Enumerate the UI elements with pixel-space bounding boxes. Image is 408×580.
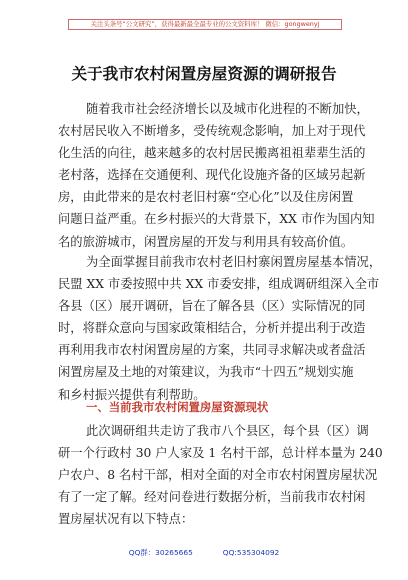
- footer-qq-group: QQ群：30265665: [128, 548, 193, 557]
- paragraph-purpose: [58, 251, 382, 406]
- paragraph-line: 老村落，选择在交通便利、现代化设施齐备的区域另起新: [58, 168, 366, 183]
- paragraph-line: 名的旅游城市，闲置房屋的开发与利用具有较高价值。: [58, 234, 354, 249]
- section-heading: 一、当前我市农村闲置房屋资源现状: [86, 400, 269, 414]
- paragraph-line: 再利用我市农村闲置房屋的方案，共同寻求解决或者盘活: [58, 343, 366, 358]
- paragraph-line: 房，由此带来的是农村老旧村寨“空心化”以及住房闲置: [58, 190, 354, 205]
- paragraph-line: 置房屋状况有以下特点：: [58, 512, 194, 527]
- page-footer: [0, 547, 408, 558]
- paragraph-line: 民盟 XX 市委按照中共 XX 市委安排，组成调研组深入全市: [58, 277, 380, 292]
- paragraph-line: 此次调研组共走访了我市八个县区，每个县（区）调: [86, 424, 369, 438]
- paragraph-line: 化生活的向往，越来越多的农村居民搬离祖祖辈辈生活的: [58, 146, 366, 161]
- paragraph-line: 为全面掌握目前我市农村老旧村寨闲置房屋基本情况，: [86, 255, 382, 269]
- paragraph-line: 有了一定了解。经对问卷进行数据分析，当前我市农村闲: [58, 490, 366, 505]
- paragraph-line: 各县（区）展开调研，旨在了解各县（区）实际情况的同: [58, 299, 366, 314]
- document-title: 关于我市农村闲置房屋资源的调研报告: [71, 65, 337, 83]
- paragraph-survey: [58, 420, 383, 530]
- paragraph-line: 户农户、8 名村干部，相对全面的对全市农村闲置房屋状况: [58, 468, 378, 483]
- paragraph-line: 和乡村振兴提供有利帮助。: [58, 387, 206, 402]
- paragraph-line: 时，将群众意向与国家政策相结合，分析并提出利于改造: [58, 321, 366, 336]
- paragraph-line: 问题日益严重。在乡村振兴的大背景下，XX 市作为国内知: [58, 212, 375, 227]
- paragraph-line: 农村居民收入不断增多，受传统观念影响，加上对于现代: [58, 124, 366, 139]
- promo-banner-text: 关注头条号“公文研究”，获得最新最全最专业的公文资料库！ 微信：gongwenyj: [90, 20, 320, 28]
- paragraph-line: 闲置房屋及土地的对策建议，为我市“十四五”规划实施: [58, 365, 354, 380]
- paragraph-line: 随着我市社会经济增长以及城市化进程的不断加快，: [86, 102, 369, 116]
- paragraph-line: 研一个行政村 30 户人家及 1 名村干部，总计样本量为 240: [58, 446, 383, 461]
- promo-banner: [68, 19, 342, 30]
- footer-qq: QQ:535304092: [222, 548, 280, 557]
- paragraph-intro: [58, 98, 375, 253]
